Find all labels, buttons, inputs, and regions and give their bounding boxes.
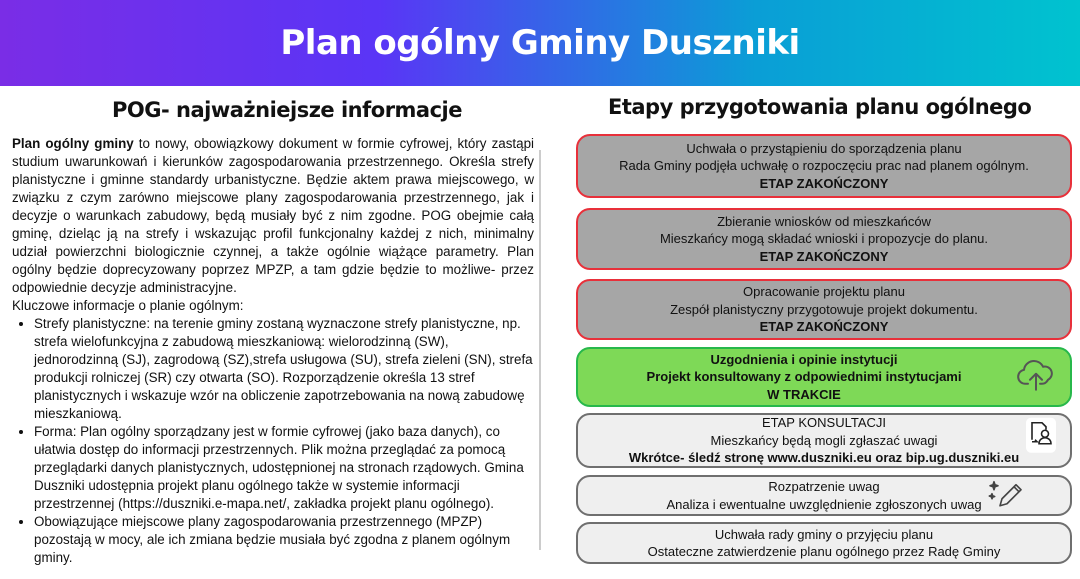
right-heading: Etapy przygotowania planu ogólnego — [608, 95, 1032, 119]
stage-desc: Mieszkańcy będą mogli zgłaszać uwagi — [710, 432, 938, 448]
list-item: • Forma: Plan ogólny sporządzany jest w formie cyfrowej (jako baza danych), co ułatwia dostęp do informacji przestrzennych. Plik można przeglądać za pomocą przeglądarki danych planistycznych, udostępnionej na stronach rządowych. Gmina Duszniki udostępnia projekt planu ogólnego także w systemie informacji przestrzennej (https://duszniki.e-mapa.net/, zakładka projekt planu ogólnego). — [34, 423, 534, 513]
stage-title: Rozpatrzenie uwag — [768, 479, 880, 494]
header-banner — [0, 0, 1080, 86]
stage-desc: Ostateczne zatwierdzenie planu ogólnego przez Radę Gminy — [647, 544, 1001, 559]
stage-2 — [576, 208, 1072, 270]
stage-status: W TRAKCIE — [767, 386, 841, 402]
stage-title: Uchwała rady gminy o przyjęciu planu — [714, 526, 934, 542]
key-info-list — [34, 315, 534, 567]
stage-status: ETAP ZAKOŃCZONY — [759, 319, 889, 335]
stage-5 — [576, 413, 1072, 468]
list-item: • Obowiązujące miejscowe plany zagospodarowania przestrzennego (MPZP) pozostają w mocy, ale ich zmiana będzie musiała być zgodna z planem ogólnym gminy. — [34, 513, 534, 567]
stage-7 — [576, 522, 1072, 564]
stage-3 — [576, 279, 1072, 340]
document-user-icon — [1026, 418, 1056, 453]
stage-status: ETAP ZAKOŃCZONY — [759, 175, 889, 191]
stage-title: ETAP KONSULTACJI — [761, 415, 886, 431]
column-divider — [539, 150, 541, 550]
stage-status: Wkrótce- śledź stronę www.duszniki.eu oraz bip.ug.duszniki.eu — [628, 450, 1020, 466]
intro-paragraph — [12, 135, 534, 297]
intro-text: to nowy, obowiązkowy dokument w formie cyfrowej, który zastąpi studium uwarunkowań i kierunków zagospodarowania przestrzennego. Określa strefy planistyczne i gminne standardy urbanistyczne. Będzie aktem prawa miejscowego, w związku z czym zarówno miejscowe plany zagospodarowania przestrzennego, jak i decyzje o warunkach zabudowy, będą musiały być z nim zgodne. POG obejmie całą gminę, dzieląc ją na strefy i wskazując profil funkcjonalny każdej z nich, minimalny udział powierzchni biologicznie czynnej, a także ogólnie wiążące parametry. Plan ogólny będzie doprecyzowany poprzez MPZP, a tam gdzie będzie to możliwe- przez odpowiednie decyzje administracyjne. — [12, 136, 534, 295]
left-heading: POG- najważniejsze informacje — [112, 98, 462, 122]
stage-desc: Zespół planistyczny przygotowuje projekt dokumentu. — [670, 301, 978, 317]
key-info-label: Kluczowe informacje o planie ogólnym: — [12, 298, 244, 313]
stage-6 — [576, 475, 1072, 516]
pencil-sparkle-icon — [988, 477, 1024, 514]
cloud-upload-icon — [1016, 358, 1056, 397]
list-item: • Strefy planistyczne: na terenie gminy zostaną wyznaczone strefy planistyczne, np. strefa wielofunkcyjna z zabudową mieszkaniową: wielorodzinną (SW), jednorodzinną (SJ), zagrodową (SZ),strefa usługowa (SU), strefa zieleni (SN), strefa produkcji rolniczej (SR) czy otwarta (SO). Rozporządzenie określa 13 stref planistycznych i wskazuje wzór na obliczenie zapotrzebowania na nową zabudowę mieszkaniową. — [34, 315, 534, 423]
page-title: Plan ogólny Gminy Duszniki — [280, 23, 800, 63]
stage-desc: Projekt konsultowany z odpowiednimi instytucjami — [646, 369, 962, 385]
stage-title: Zbieranie wniosków od mieszkańców — [717, 213, 931, 229]
stage-title: Uchwała o przystąpieniu do sporządzenia planu — [686, 140, 962, 156]
stage-title: Opracowanie projektu planu — [743, 284, 905, 300]
stage-4 — [576, 347, 1072, 407]
stage-title: Uzgodnienia i opinie instytucji — [710, 351, 898, 367]
stage-desc: Analiza i ewentualne uwzględnienie zgłoszonych uwag — [666, 496, 982, 512]
stage-desc: Mieszkańcy mogą składać wnioski i propozycje do planu. — [659, 231, 989, 247]
stage-1 — [576, 134, 1072, 198]
stage-status: ETAP ZAKOŃCZONY — [759, 248, 889, 264]
info-section — [12, 135, 534, 567]
stage-desc: Rada Gminy podjęła uchwałę o rozpoczęciu prac nad planem ogólnym. — [619, 158, 1029, 174]
intro-bold: Plan ogólny gminy — [12, 136, 134, 151]
